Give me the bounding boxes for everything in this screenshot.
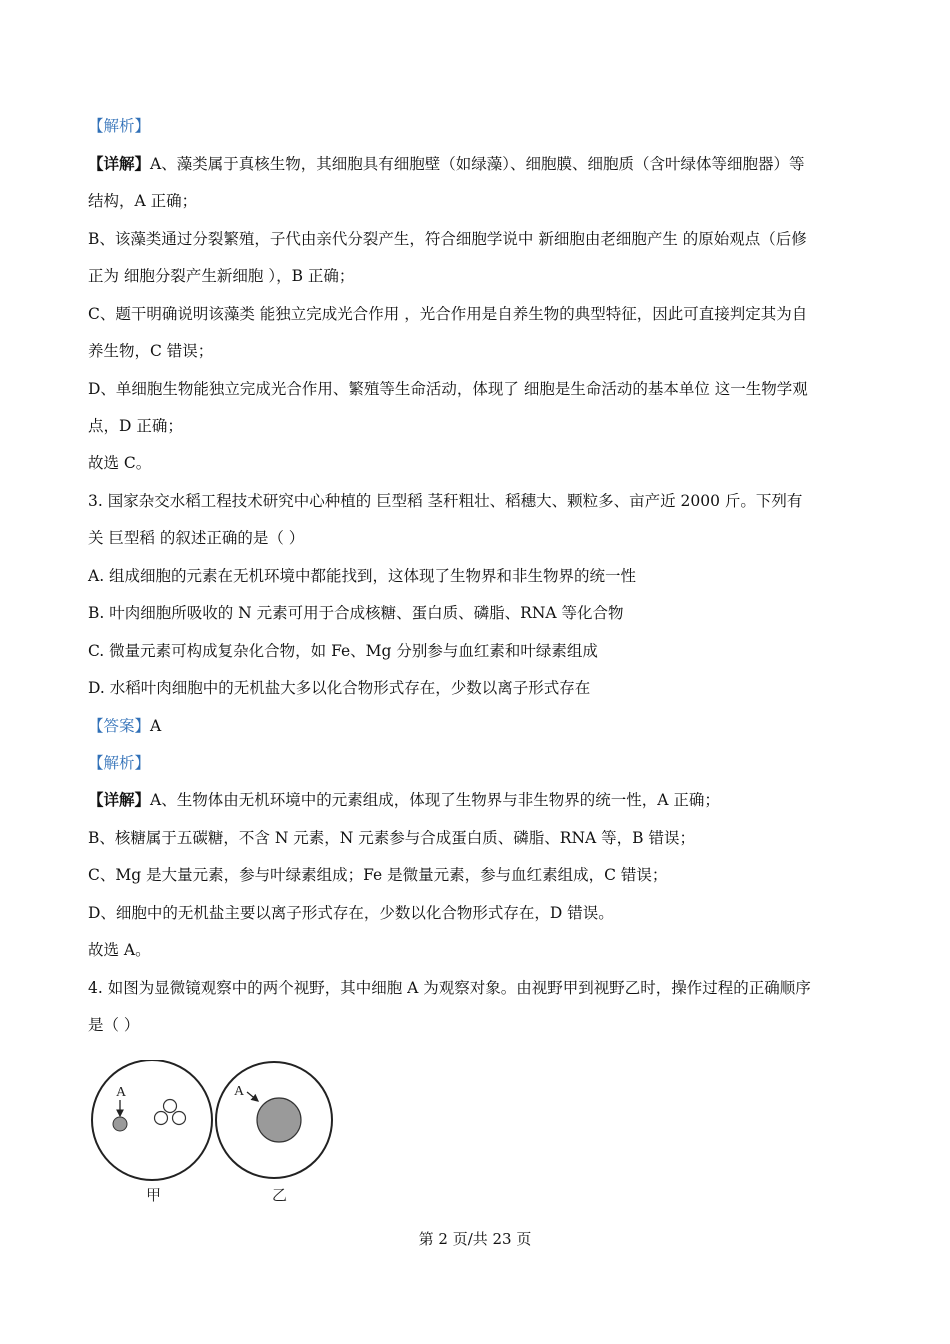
detail-line-8: 点，D 正确； — [88, 417, 183, 435]
conclusion-line-1: 故选 C。 — [88, 454, 152, 472]
q3-analysis-tag: 【解析】 — [88, 754, 151, 772]
q3-detail-tag: 【详解】 — [88, 790, 151, 809]
q3-stem-line-2: 关 巨型稻 的叙述正确的是（ ） — [88, 529, 305, 547]
q3-detail-text-1: A、生物体由无机环境中的元素组成，体现了生物界与非生物界的统一性，A 正确； — [150, 791, 720, 809]
detail-line-5: C、题干明确说明该藻类 能独立完成光合作用 ，光合作用是自养生物的典型特征，因此可直接判定其为自 — [88, 305, 808, 323]
q3-answer-tag: 【答案】 — [88, 717, 151, 735]
analysis-tag-1: 【解析】 — [88, 117, 151, 135]
q3-option-d: D. 水稻叶肉细胞中的无机盐大多以化合物形式存在，少数以离子形式存在 — [88, 679, 591, 697]
microscope-figure — [86, 1060, 346, 1210]
q3-detail-line-1 — [88, 790, 888, 810]
field-jia-circle — [92, 1060, 212, 1180]
microscope-fields-svg — [86, 1060, 346, 1210]
label-jia: 甲 — [146, 1186, 162, 1204]
q3-detail-line-3: C、Mg 是大量元素，参与叶绿素组成；Fe 是微量元素，参与血红素组成，C 错误； — [88, 866, 668, 884]
q3-answer-line — [88, 716, 888, 736]
q3-answer-value: A — [150, 717, 162, 735]
q3-detail-line-4: D、细胞中的无机盐主要以离子形式存在，少数以化合物形式存在，D 错误。 — [88, 904, 614, 922]
cell-other-right — [173, 1112, 186, 1125]
q3-option-a: A. 组成细胞的元素在无机环境中都能找到，这体现了生物界和非生物界的统一性 — [88, 567, 637, 585]
page-footer: 第 2 页/共 23 页 — [418, 1230, 532, 1248]
q3-stem-line-1: 3. 国家杂交水稻工程技术研究中心种植的 巨型稻 茎秆粗壮、稻穗大、颗粒多、亩产近 2000 斤。下列有 — [88, 492, 803, 510]
detail-line-1 — [88, 154, 888, 174]
label-yi: 乙 — [272, 1186, 288, 1204]
detail-tag-1: 【详解】 — [88, 154, 151, 173]
detail-text-1: A、藻类属于真核生物，其细胞具有细胞壁（如绿藻）、细胞膜、细胞质（含叶绿体等细胞器）等 — [150, 155, 805, 173]
q4-stem-line-2: 是（ ） — [88, 1016, 140, 1034]
detail-line-7: D、单细胞生物能独立完成光合作用、繁殖等生命活动，体现了 细胞是生命活动的基本单位 这一生物学观 — [88, 380, 808, 398]
cell-label-a-left: A — [116, 1085, 127, 1100]
q3-detail-line-2: B、核糖属于五碳糖，不含 N 元素，N 元素参与合成蛋白质、磷脂、RNA 等，B 错误； — [88, 829, 695, 847]
cell-label-a-right: A — [234, 1084, 245, 1099]
cell-a-large — [257, 1098, 301, 1142]
q3-option-c: C. 微量元素可构成复杂化合物，如 Fe、Mg 分别参与血红素和叶绿素组成 — [88, 642, 598, 660]
cell-other-left — [155, 1112, 168, 1125]
detail-line-6: 养生物，C 错误； — [88, 342, 214, 360]
cell-other-top — [164, 1100, 177, 1113]
q4-stem-line-1: 4. 如图为显微镜观察中的两个视野，其中细胞 A 为观察对象。由视野甲到视野乙时，操作过程的正确顺序 — [88, 979, 811, 997]
detail-line-2: 结构，A 正确； — [88, 192, 198, 210]
q3-option-b: B. 叶肉细胞所吸收的 N 元素可用于合成核糖、蛋白质、磷脂、RNA 等化合物 — [88, 604, 624, 622]
detail-line-4: 正为 细胞分裂产生新细胞 ），B 正确； — [88, 267, 355, 285]
cell-a-small — [113, 1117, 127, 1131]
q3-conclusion: 故选 A。 — [88, 941, 151, 959]
detail-line-3: B、该藻类通过分裂繁殖，子代由亲代分裂产生，符合细胞学说中 新细胞由老细胞产生 的原始观点（后修 — [88, 230, 807, 248]
arrow-right — [247, 1092, 258, 1101]
